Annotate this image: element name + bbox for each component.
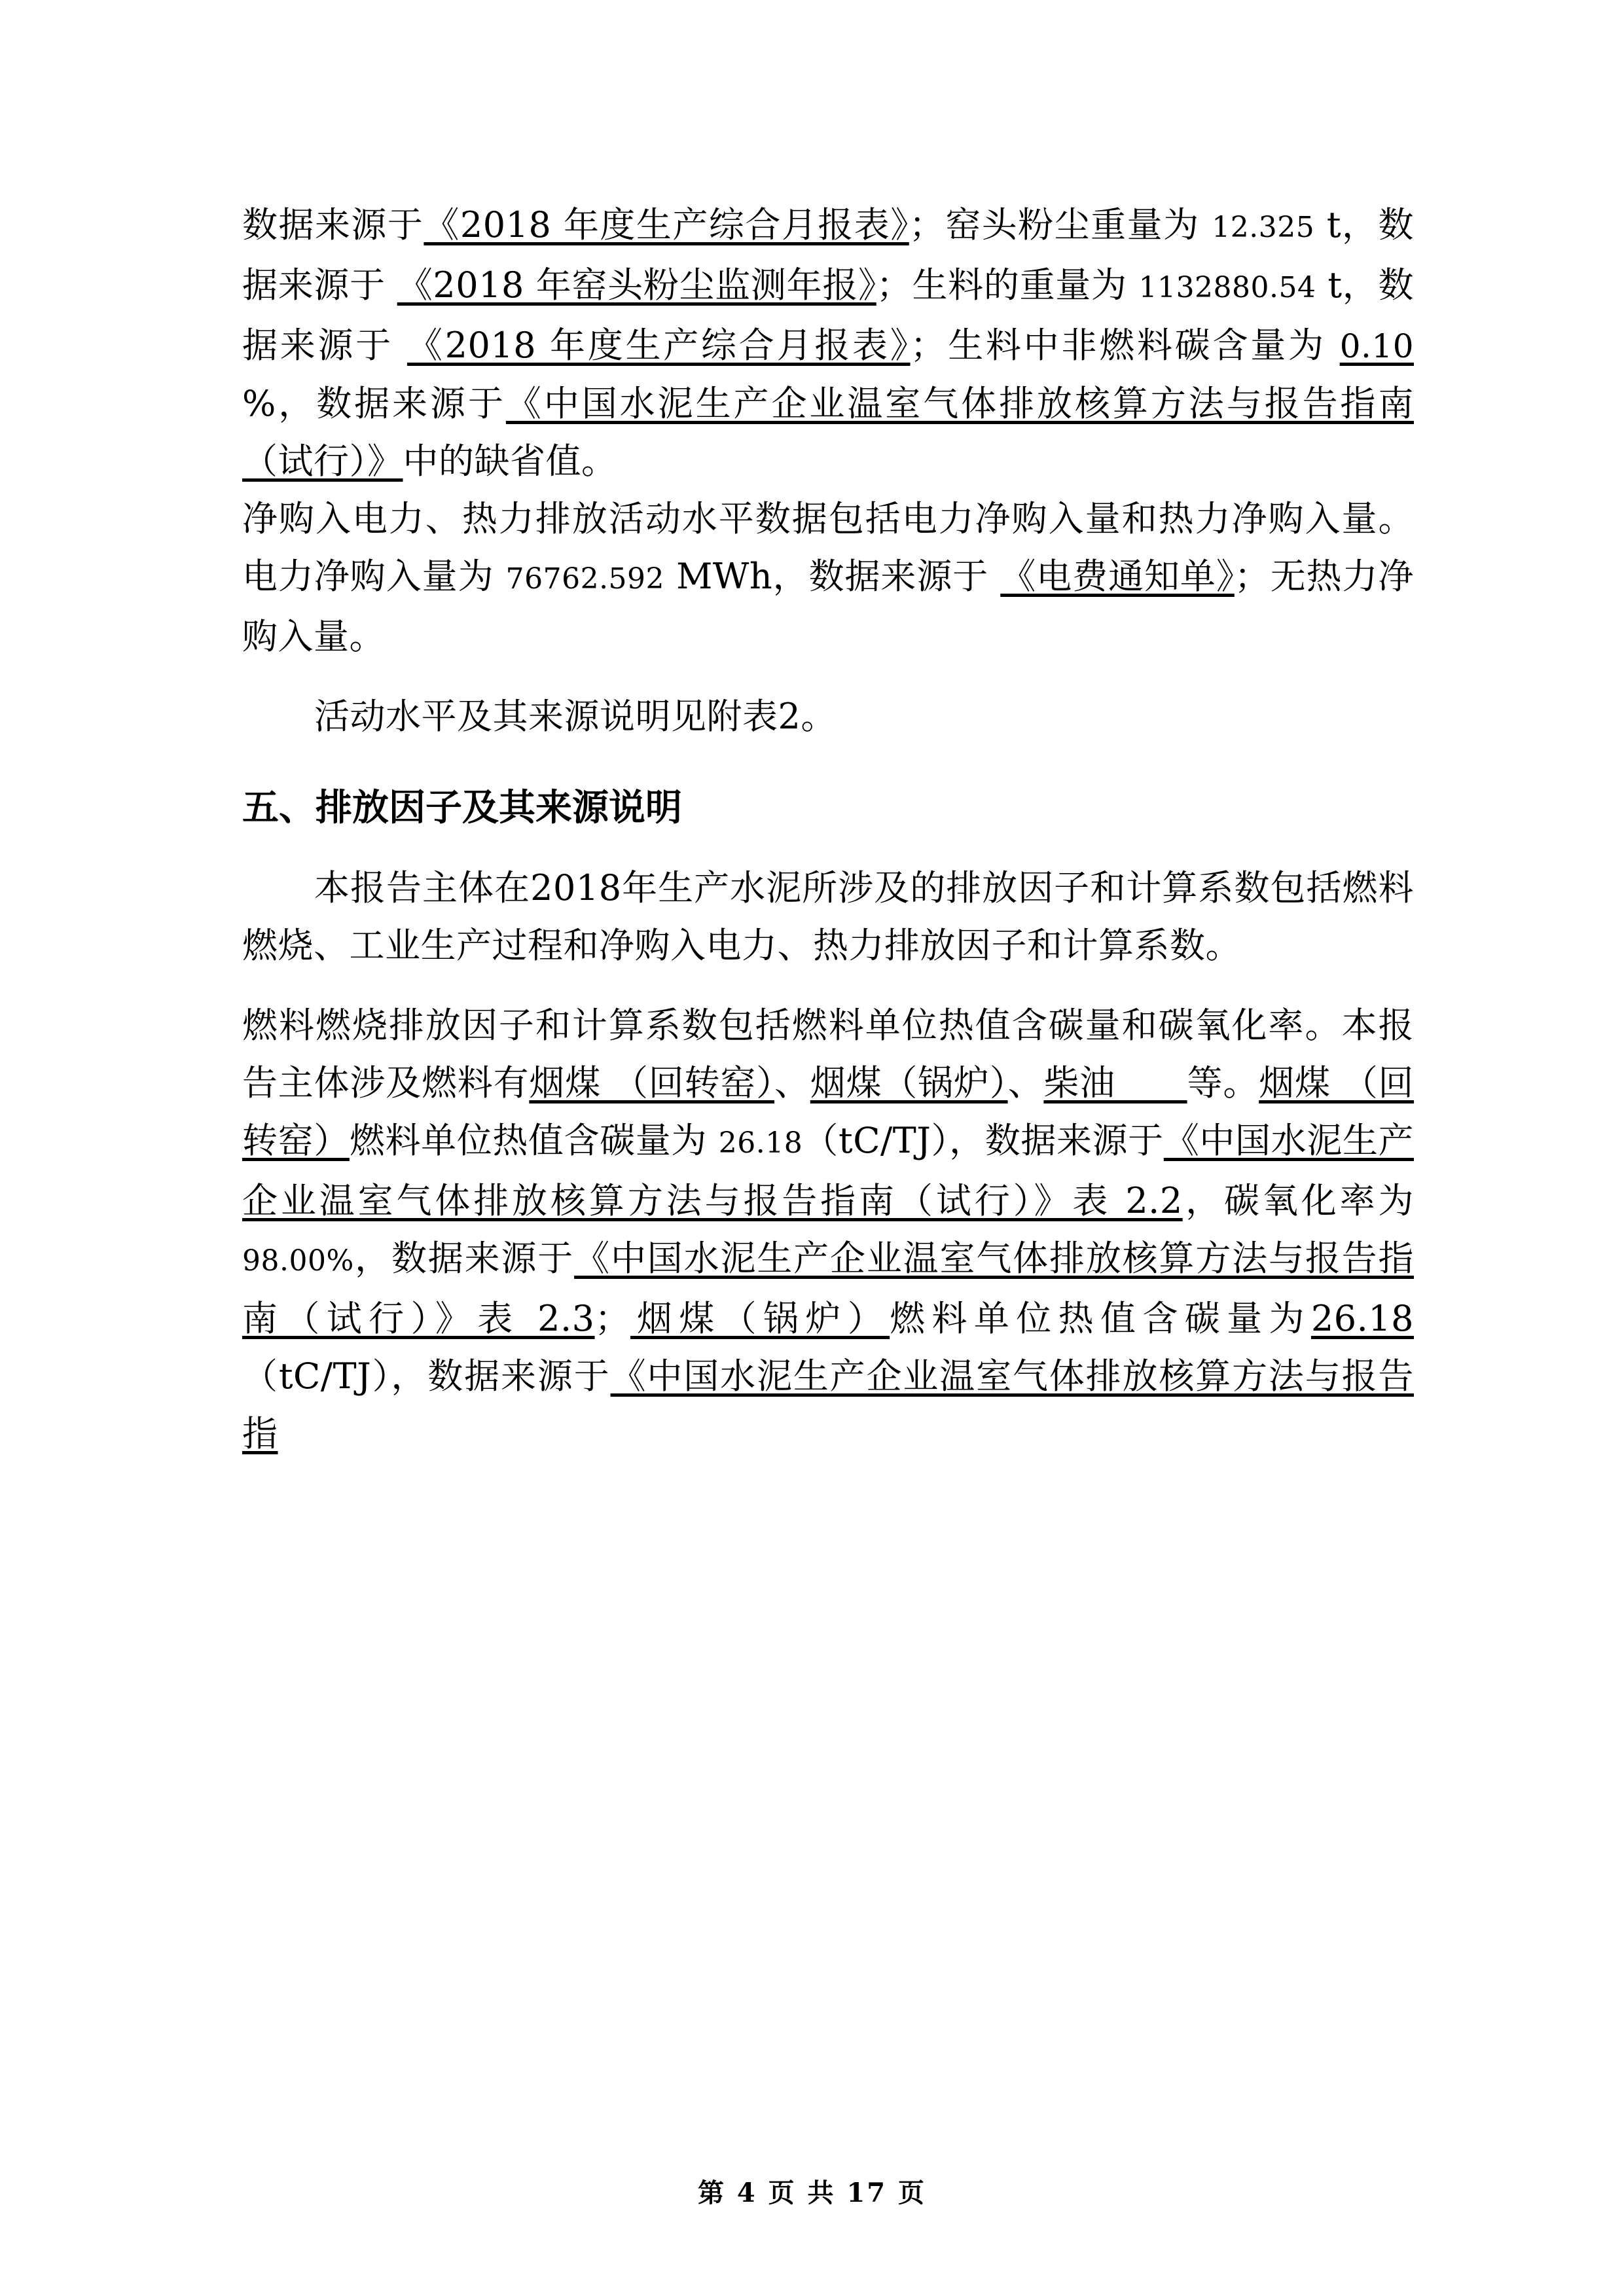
text-run: 燃料单位热值含碳量为 [349, 1120, 719, 1161]
fuel-name-bituminous-rotary-kiln: 烟煤 （回转窑） [242, 1062, 1415, 1161]
fuel-name-bituminous-boiler: 烟煤（锅炉） [630, 1298, 890, 1339]
spacer [242, 975, 1414, 997]
reference-title: 《2018 年窑头粉尘监测年报》 [397, 264, 876, 306]
text-run: 燃料单位热值含碳量为 [890, 1298, 1311, 1339]
text-run: ，数据来源于 [353, 1238, 575, 1279]
value-oxidation-rate: 98.00% [242, 1244, 354, 1278]
reference-title: 《中国水泥生产企业温室气体排放核算方法与报告指南（试行）》表 2.3 [242, 1238, 1415, 1339]
text-run: （tC/TJ），数据来源于 [803, 1120, 1164, 1161]
text-run: 、 [774, 1062, 810, 1103]
paragraph-fuel-combustion-factors [242, 997, 1414, 1463]
text-run: 净购入电力、热力排放活动水平数据包括电力净购入量和热力净购入量。电力净购入量为 [242, 498, 1414, 597]
fuel-name-diesel: 柴油 [1043, 1062, 1187, 1103]
spacer [242, 666, 1414, 688]
reference-title: 《电费通知单》 [1000, 556, 1235, 597]
value-carbon-content-boiler: 26.18 [1310, 1298, 1415, 1339]
text-run: ；窑头粉尘重量为 [909, 204, 1212, 245]
reference-title: 《中国水泥生产企业温室气体排放核算方法与报告指南（试行）》 [242, 383, 1414, 482]
text-run: 等。 [1187, 1062, 1259, 1103]
reference-title: 《2018 年度生产综合月报表》 [424, 204, 909, 245]
text-run: （tC/TJ），数据来源于 [242, 1355, 611, 1397]
spacer [242, 745, 1414, 780]
value-non-fuel-carbon-content: 0.10 [1339, 327, 1415, 365]
value-net-electricity-purchase: 76762.592 [505, 562, 665, 596]
text-run: ；生料的重量为 [876, 264, 1139, 306]
section-heading-emission-factors: 五、排放因子及其来源说明 [242, 787, 682, 829]
text-run: ； [594, 1298, 631, 1339]
value-carbon-content-rotary-kiln: 26.18 [718, 1126, 803, 1160]
text-run: t，数据来源于 [242, 204, 1415, 306]
reference-title: 《2018 年度生产综合月报表》 [406, 325, 911, 366]
text-run: 数据来源于 [242, 204, 424, 245]
text-run: 燃料燃烧排放因子和计算系数包括燃料单位热值含碳量和碳氧化率。本报告主体涉及燃料有 [242, 1005, 1414, 1103]
text-run: t，数据来源于 [242, 264, 1414, 366]
paragraph-data-source [242, 196, 1414, 490]
paragraph-emission-factor-scope [242, 859, 1414, 975]
text-run: 、 [1007, 1062, 1044, 1103]
text-run: 中的缺省值。 [403, 440, 617, 482]
spacer [242, 837, 1414, 859]
paragraph-activity-level-note [242, 688, 1414, 745]
text-run: ；生料中非燃料碳含量为 [910, 325, 1340, 366]
value-kiln-dust-weight: 12.325 [1212, 211, 1315, 244]
page-footer: 第 4 页 共 17 页 [697, 2178, 927, 2208]
text-run: MWh，数据来源于 [664, 556, 1001, 597]
value-raw-material-weight: 1132880.54 [1138, 271, 1316, 304]
fuel-name-bituminous-rotary-kiln: 烟煤 （回转窑） [529, 1062, 774, 1103]
reference-title: 《中国水泥生产企业温室气体排放核算方法与报告指南（试行）》表 2.2 [242, 1120, 1415, 1221]
reference-title: 《中国水泥生产企业温室气体排放核算方法与报告指 [242, 1355, 1414, 1454]
fuel-name-bituminous-boiler: 烟煤（锅炉） [810, 1062, 1008, 1103]
text-run: 本报告主体在2018年生产水泥所涉及的排放因子和计算系数包括燃料燃烧、工业生产过程和净购入电力、热力排放因子和计算系数。 [242, 867, 1414, 966]
page-content [242, 196, 1414, 1463]
text-run: 活动水平及其来源说明见附表2。 [314, 696, 837, 737]
text-run: ，碳氧化率为 [1182, 1180, 1414, 1221]
text-run: %，数据来源于 [242, 383, 506, 424]
text-run: ；无热力净购入量。 [242, 556, 1415, 657]
paragraph-electricity-heat [242, 490, 1414, 666]
